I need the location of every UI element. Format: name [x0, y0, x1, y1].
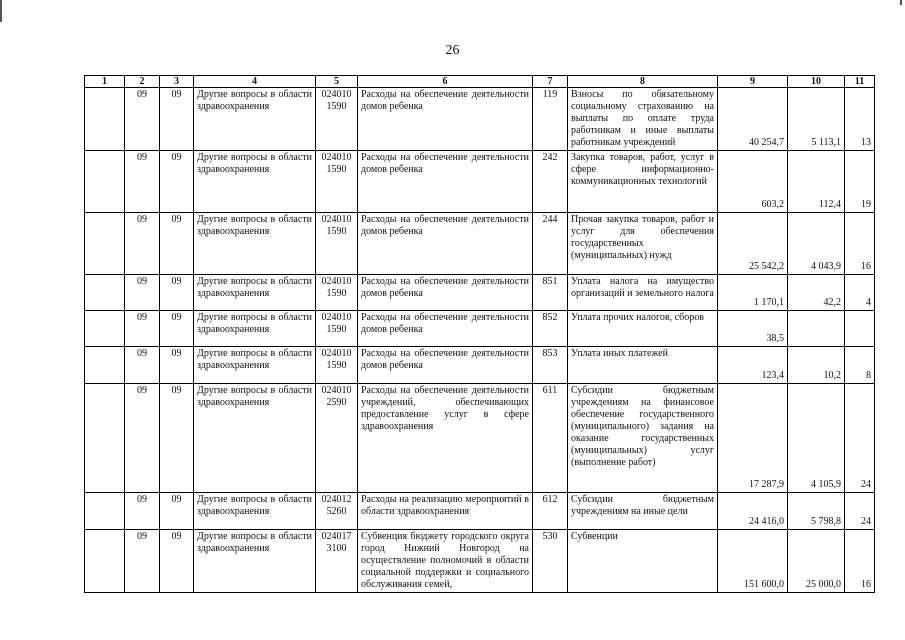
target-article-name-cell: Расходы на обеспечение деятельности домов ребенка — [358, 275, 533, 311]
page-number: 26 — [445, 43, 460, 58]
row-number-cell — [85, 88, 125, 151]
amount-year-plan-cell: 38,5 — [718, 311, 788, 347]
table-row — [85, 151, 875, 213]
amount-year-plan-cell: 603,2 — [718, 151, 788, 213]
target-article-code-cell: 024010 2590 — [316, 384, 358, 493]
table-row — [85, 384, 875, 493]
subsection-name-cell: Другие вопросы в области здравоохранения — [194, 213, 316, 275]
target-article-code-cell: 024010 1590 — [316, 311, 358, 347]
column-header-1: 1 — [85, 76, 125, 88]
column-header-2: 2 — [125, 76, 160, 88]
section-code-cell: 09 — [125, 213, 160, 275]
section-code-cell: 09 — [125, 347, 160, 384]
expense-type-name-cell: Субвенции — [568, 530, 718, 593]
amount-executed-cell — [788, 311, 845, 347]
expense-type-name-cell: Уплата прочих налогов, сборов — [568, 311, 718, 347]
subsection-code-cell: 09 — [160, 213, 194, 275]
section-code-cell: 09 — [125, 530, 160, 593]
amount-executed-cell: 10,2 — [788, 347, 845, 384]
percent-executed-cell: 4 — [845, 275, 875, 311]
target-article-code-cell: 024017 3100 — [316, 530, 358, 593]
column-header-9: 9 — [718, 76, 788, 88]
column-header-6: 6 — [358, 76, 533, 88]
target-article-name-cell: Расходы на обеспечение деятельности учреждений, обеспечивающих предоставление услуг в сфере здравоохранения — [358, 384, 533, 493]
table-row — [85, 530, 875, 593]
expense-type-name-cell: Закупка товаров, работ, услуг в сфере информационно-коммуникационных технологий — [568, 151, 718, 213]
column-header-7: 7 — [533, 76, 568, 88]
target-article-name-cell: Расходы на обеспечение деятельности домов ребенка — [358, 311, 533, 347]
target-article-code-cell: 024010 1590 — [316, 347, 358, 384]
subsection-code-cell: 09 — [160, 88, 194, 151]
subsection-code-cell: 09 — [160, 530, 194, 593]
expense-type-code-cell: 244 — [533, 213, 568, 275]
row-number-cell — [85, 530, 125, 593]
subsection-name-cell: Другие вопросы в области здравоохранения — [194, 311, 316, 347]
target-article-name-cell: Расходы на обеспечение деятельности домов ребенка — [358, 151, 533, 213]
percent-executed-cell: 8 — [845, 347, 875, 384]
expense-type-code-cell: 853 — [533, 347, 568, 384]
expense-type-name-cell: Уплата налога на имущество организаций и земельного налога — [568, 275, 718, 311]
percent-executed-cell: 16 — [845, 213, 875, 275]
expense-type-code-cell: 851 — [533, 275, 568, 311]
amount-year-plan-cell: 24 416,0 — [718, 493, 788, 530]
amount-year-plan-cell: 1 170,1 — [718, 275, 788, 311]
column-header-11: 11 — [845, 76, 875, 88]
expense-type-name-cell: Субсидии бюджетным учреждениям на финансовое обеспечение государственного (муниципального) задания на оказание государственных (муниципальных) услуг (выполнение работ) — [568, 384, 718, 493]
table-row — [85, 493, 875, 530]
target-article-code-cell: 024010 1590 — [316, 213, 358, 275]
scan-mark-top-left — [0, 0, 2, 22]
amount-year-plan-cell: 40 254,7 — [718, 88, 788, 151]
target-article-name-cell: Расходы на обеспечение деятельности домов ребенка — [358, 347, 533, 384]
column-header-4: 4 — [194, 76, 316, 88]
section-code-cell: 09 — [125, 151, 160, 213]
row-number-cell — [85, 493, 125, 530]
row-number-cell — [85, 151, 125, 213]
amount-executed-cell: 4 105,9 — [788, 384, 845, 493]
table-row — [85, 213, 875, 275]
percent-executed-cell: 16 — [845, 530, 875, 593]
amount-year-plan-cell: 25 542,2 — [718, 213, 788, 275]
expense-type-name-cell: Прочая закупка товаров, работ и услуг для обеспечения государственных (муниципальных) нужд — [568, 213, 718, 275]
subsection-code-cell: 09 — [160, 151, 194, 213]
amount-year-plan-cell: 151 600,0 — [718, 530, 788, 593]
expense-type-code-cell: 852 — [533, 311, 568, 347]
column-header-5: 5 — [316, 76, 358, 88]
target-article-code-cell: 024012 5260 — [316, 493, 358, 530]
subsection-name-cell: Другие вопросы в области здравоохранения — [194, 384, 316, 493]
expense-type-code-cell: 611 — [533, 384, 568, 493]
percent-executed-cell: 24 — [845, 384, 875, 493]
row-number-cell — [85, 347, 125, 384]
target-article-name-cell: Расходы на обеспечение деятельности домов ребенка — [358, 213, 533, 275]
target-article-name-cell: Расходы на реализацию мероприятий в области здравоохранения — [358, 493, 533, 530]
section-code-cell: 09 — [125, 88, 160, 151]
section-code-cell: 09 — [125, 275, 160, 311]
expense-type-code-cell: 530 — [533, 530, 568, 593]
budget-table — [84, 75, 875, 593]
percent-executed-cell: 13 — [845, 88, 875, 151]
amount-year-plan-cell: 123,4 — [718, 347, 788, 384]
subsection-code-cell: 09 — [160, 311, 194, 347]
amount-executed-cell: 4 043,9 — [788, 213, 845, 275]
expense-type-code-cell: 612 — [533, 493, 568, 530]
subsection-name-cell: Другие вопросы в области здравоохранения — [194, 88, 316, 151]
row-number-cell — [85, 275, 125, 311]
amount-executed-cell: 42,2 — [788, 275, 845, 311]
expense-type-code-cell: 119 — [533, 88, 568, 151]
table-row — [85, 347, 875, 384]
subsection-code-cell: 09 — [160, 275, 194, 311]
amount-executed-cell: 25 000,0 — [788, 530, 845, 593]
column-header-8: 8 — [568, 76, 718, 88]
subsection-code-cell: 09 — [160, 347, 194, 384]
column-header-10: 10 — [788, 76, 845, 88]
amount-executed-cell: 5 113,1 — [788, 88, 845, 151]
expense-type-code-cell: 242 — [533, 151, 568, 213]
subsection-code-cell: 09 — [160, 493, 194, 530]
target-article-name-cell: Субвенция бюджету городского округа город Нижний Новгород на осуществление полномочий в области социальной поддержки и социального обслуживания семей, — [358, 530, 533, 593]
section-code-cell: 09 — [125, 311, 160, 347]
amount-year-plan-cell: 17 287,9 — [718, 384, 788, 493]
percent-executed-cell: 19 — [845, 151, 875, 213]
target-article-name-cell: Расходы на обеспечение деятельности домов ребенка — [358, 88, 533, 151]
target-article-code-cell: 024010 1590 — [316, 275, 358, 311]
row-number-cell — [85, 213, 125, 275]
amount-executed-cell: 112,4 — [788, 151, 845, 213]
subsection-name-cell: Другие вопросы в области здравоохранения — [194, 347, 316, 384]
section-code-cell: 09 — [125, 384, 160, 493]
subsection-name-cell: Другие вопросы в области здравоохранения — [194, 151, 316, 213]
table-row — [85, 275, 875, 311]
amount-executed-cell: 5 798,8 — [788, 493, 845, 530]
table-row — [85, 311, 875, 347]
target-article-code-cell: 024010 1590 — [316, 88, 358, 151]
subsection-name-cell: Другие вопросы в области здравоохранения — [194, 530, 316, 593]
scan-mark-top-right — [900, 0, 902, 5]
header-row — [85, 76, 875, 88]
target-article-code-cell: 024010 1590 — [316, 151, 358, 213]
percent-executed-cell: 24 — [845, 493, 875, 530]
section-code-cell: 09 — [125, 493, 160, 530]
subsection-code-cell: 09 — [160, 384, 194, 493]
column-header-3: 3 — [160, 76, 194, 88]
subsection-name-cell: Другие вопросы в области здравоохранения — [194, 275, 316, 311]
table-body — [85, 88, 875, 593]
expense-type-name-cell: Субсидии бюджетным учреждениям на иные цели — [568, 493, 718, 530]
expense-type-name-cell: Взносы по обязательному социальному страхованию на выплаты по оплате труда работникам и иные выплаты работникам учреждений — [568, 88, 718, 151]
subsection-name-cell: Другие вопросы в области здравоохранения — [194, 493, 316, 530]
table-row — [85, 88, 875, 151]
expense-type-name-cell: Уплата иных платежей — [568, 347, 718, 384]
percent-executed-cell — [845, 311, 875, 347]
row-number-cell — [85, 384, 125, 493]
row-number-cell — [85, 311, 125, 347]
